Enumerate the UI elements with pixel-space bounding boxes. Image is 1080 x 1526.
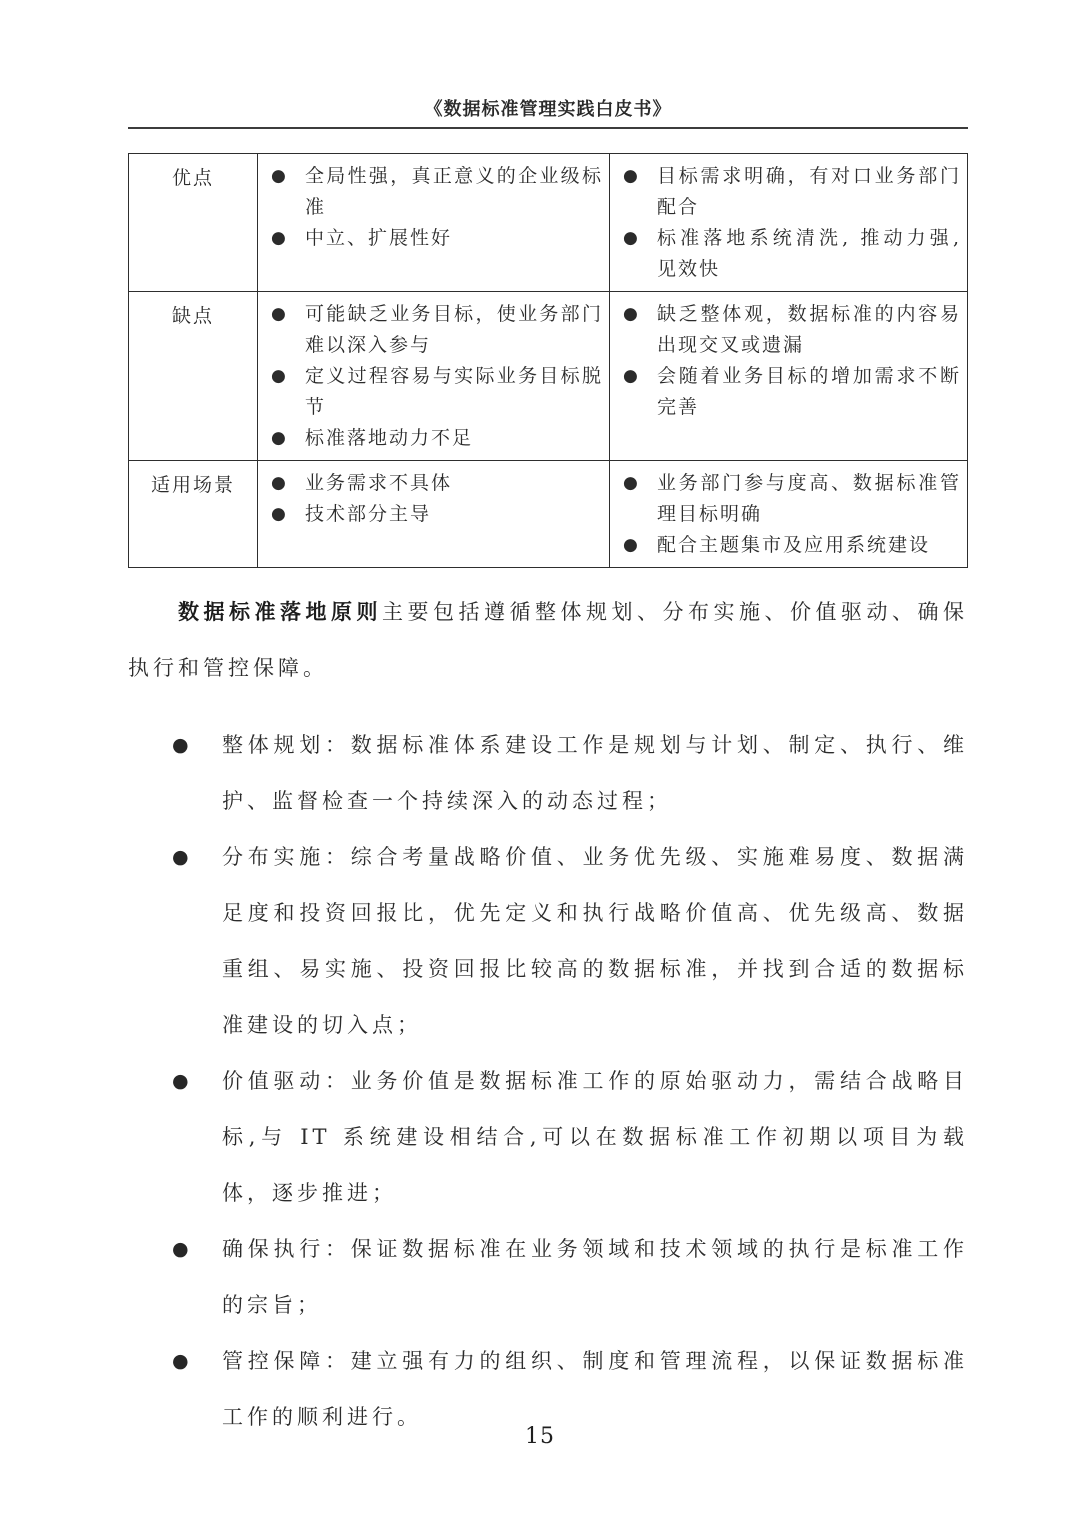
table-cell (257, 461, 609, 567)
table-bullet-text: 中立、扩展性好 (305, 227, 453, 249)
principle-text: 整体规划：数据标准体系建设工作是规划与计划、制定、执行、维护、监督检查一个持续深入的动态过程； (222, 733, 968, 813)
table-bullet-text: 业务需求不具体 (305, 472, 453, 494)
table-bullet-text: 业务部门参与度高、数据标准管理目标明确 (657, 472, 961, 525)
table-bullet-item (258, 423, 603, 454)
table-cell (609, 461, 967, 567)
principles-list (128, 717, 968, 1445)
bullet-icon (623, 161, 657, 192)
table-bullet-item (258, 299, 603, 361)
list-item (128, 717, 968, 829)
paragraph-bold-lead: 数据标准落地原则 (178, 599, 382, 624)
table-row-disadvantages (129, 291, 967, 460)
table-bullet-text: 可能缺乏业务目标，使业务部门难以深入参与 (305, 303, 603, 356)
page-header (128, 0, 968, 129)
bullet-icon (623, 223, 657, 254)
table-bullet-item (610, 530, 961, 561)
bullet-icon (271, 423, 305, 454)
lead-paragraph (128, 584, 968, 696)
table-bullet-text: 目标需求明确，有对口业务部门配合 (657, 165, 961, 218)
table-cell (609, 154, 967, 291)
table-cell (609, 292, 967, 460)
row-label: 缺点 (171, 305, 214, 327)
table-row-scenarios (129, 460, 967, 567)
bullet-icon (271, 299, 305, 330)
table-bullet-item (258, 499, 603, 530)
principle-text: 确保执行：保证数据标准在业务领域和技术领域的执行是标准工作的宗旨； (222, 1237, 968, 1317)
page-title: 《数据标准管理实践白皮书》 (424, 99, 672, 120)
table-bullet-text: 标准落地系统清洗, 推动力强, 见效快 (657, 227, 961, 280)
bullet-icon (271, 468, 305, 499)
table-bullet-item (610, 161, 961, 223)
table-bullet-item (258, 223, 603, 254)
list-item (128, 1221, 968, 1333)
table-bullet-text: 会随着业务目标的增加需求不断完善 (657, 365, 961, 418)
table-cell (257, 154, 609, 291)
header-divider (128, 127, 968, 129)
content-column (128, 0, 968, 1445)
row-label: 适用场景 (150, 474, 235, 496)
table-bullet-item (610, 223, 961, 285)
table-bullet-item (258, 361, 603, 423)
table-bullet-text: 定义过程容易与实际业务目标脱节 (305, 365, 603, 418)
row-label: 优点 (171, 167, 214, 189)
list-item (128, 1053, 968, 1221)
principle-text: 分布实施：综合考量战略价值、业务优先级、实施难易度、数据满足度和投资回报比，优先定义和执行战略价值高、优先级高、数据重组、易实施、投资回报比较高的数据标准，并找到合适的数据标准建设的切入点； (222, 845, 968, 1037)
bullet-icon (172, 717, 222, 773)
table-row-advantages (129, 154, 967, 291)
table-bullet-text: 标准落地动力不足 (305, 427, 474, 449)
bullet-icon (623, 468, 657, 499)
bullet-icon (172, 1333, 222, 1389)
table-bullet-item (610, 299, 961, 361)
paragraph-body-text: 主要包括遵循整体规划、分布实施、价值驱动、确保执行和管控保障。 (128, 600, 968, 680)
page-number: 15 (525, 1424, 555, 1449)
bullet-icon (172, 1053, 222, 1109)
table-bullet-text: 配合主题集市及应用系统建设 (657, 534, 931, 556)
bullet-icon (271, 361, 305, 392)
table-bullet-item (610, 361, 961, 423)
bullet-icon (172, 829, 222, 885)
bullet-icon (623, 299, 657, 330)
bullet-icon (623, 530, 657, 561)
table-cell (257, 292, 609, 460)
list-item (128, 829, 968, 1053)
principle-text: 管控保障：建立强有力的组织、制度和管理流程，以保证数据标准工作的顺利进行。 (222, 1349, 968, 1429)
table-bullet-text: 技术部分主导 (305, 503, 432, 525)
table-bullet-item (258, 161, 603, 223)
comparison-table (128, 153, 968, 568)
table-bullet-text: 全局性强，真正意义的企业级标准 (305, 165, 603, 218)
bullet-icon (623, 361, 657, 392)
bullet-icon (271, 223, 305, 254)
table-bullet-item (258, 468, 603, 499)
table-bullet-text: 缺乏整体观，数据标准的内容易出现交叉或遗漏 (657, 303, 961, 356)
table-bullet-item (610, 468, 961, 530)
principle-text: 价值驱动：业务价值是数据标准工作的原始驱动力，需结合战略目标,与 IT 系统建设相结合,可以在数据标准工作初期以项目为载体，逐步推进； (222, 1069, 968, 1205)
bullet-icon (172, 1221, 222, 1277)
bullet-icon (271, 161, 305, 192)
bullet-icon (271, 499, 305, 530)
